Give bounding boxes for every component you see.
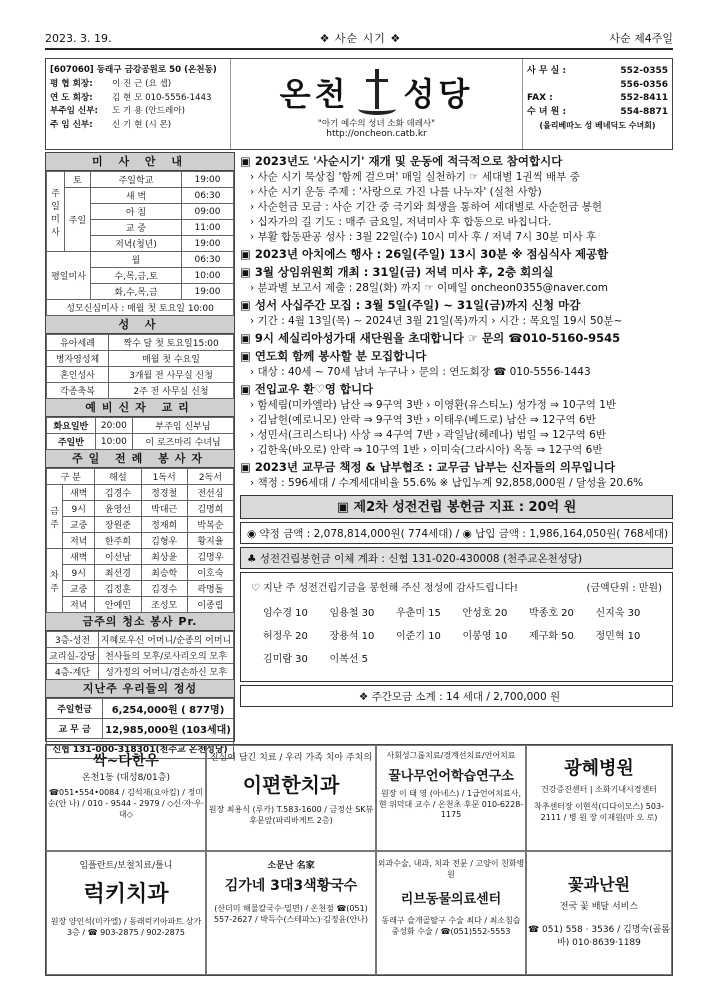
sacrament-table: 유아세례 짝수 달 첫 토요일15:00 병자영성체 매월 첫 수요일 혼인성사 3개월 전 사무실 신청 각종축복 2주 전 사무실 신청	[46, 334, 234, 399]
left-column	[45, 152, 235, 755]
cross-icon	[358, 69, 396, 115]
mass-title: 미 사 안 내	[46, 153, 234, 171]
parish-address: [607060] 동래구 금강공원로 50 (온천동)	[50, 65, 217, 75]
notice-item: ▣ 2023년 아치에스 행사 : 26일(주일) 13시 30분 ※ 점심식사 제공함	[240, 247, 609, 261]
ad-block: 외과수술, 내과, 치과 전문 / 고양이 친화병원 리브동물의료센터 동래구 슬개골탈구 수술 최다 / 최소침습 중성화 수술 / ☎(051)552-5553	[376, 851, 526, 975]
season-label: ❖ 사순 시기 ❖	[319, 32, 402, 45]
ad-block: 광혜병원 건강증진센터 | 소화기내시경센터 착추센터장 이현석(디다이모스) 503-2111 / 병 원 장 이재원(마 오 로)	[526, 745, 672, 851]
pledge-bar: ◉ 약정 금액 : 2,078,814,000원( 774세대) / ◉ 납입 금액 : 1,986,164,050원( 768세대)	[240, 522, 673, 544]
catechism-title: 예비신자 교리	[46, 399, 234, 417]
weekly-subtotal: ❖ 주간모금 소계 : 14 세대 / 2,700,000 원	[240, 685, 673, 707]
officer-row: 부주임 신부: 도 기 용 (안드레아)	[50, 106, 186, 117]
cleaning-table: 3층-성전 지혜로우신 어머니/순종의 어머니 교리실-강당 천사들의 모후/로사리오의 모후 4층-계단 성가정의 어머니/겸손하신 모후	[46, 631, 234, 680]
notice-item: ▣ 전입교우 환♡영 합니다 › 함세림(미카엘라) 남산 ⇒ 9구역 3반 › 이영환(유스티노) 성가정 ⇒ 10구역 1반 › 김남헌(예로니모) 안락 ⇒ 9구역 3반 › 이태우(베드로) 남산 ⇒ 12구역 6반 › 성민서(크리스티나) 사상 ⇒ 4구역 7반 › 곽일남(헤레나) 범일 ⇒ 12구역 6반 › 김한욱(바오로) 안락 ⇒ 10구역 1반 › 이미숙(그라시아) 옥동 ⇒ 12구역 6반	[240, 382, 617, 456]
servers-table: 구 분 해설 1독서 2독서 금주 새벽 김경수 정경철 전선심 9시 윤영선 박대근 김명희 교중 장원준 정재희 박복순 저녁 한주희 김형우 황지율 차주 새벽 이선남 최상윤 김명우 9시 최선경 최승학 이호숙 교중 김정훈 김경수 곽명돌 저녁 안예민 조성모 이종립	[46, 468, 234, 613]
offering-title: 지난주 우리들의 정성	[46, 680, 234, 698]
mass-table: 주일미사 토 주일학교 19:00 주일 새 벽 06:30 아 침 09:00 교 중 11:00 저녁(청년) 19:00 평일미사 월 06:30 수,목,금,토 10:00 화,수,목,금 19:00 성모신심미사 : 매월 첫 토요일 10:00	[46, 171, 234, 316]
website-link[interactable]: http://oncheon.catb.kr	[326, 129, 427, 139]
notice-item: ▣ 성서 사십주간 모집 : 3월 5일(주일) ~ 31일(금)까지 신청 마감 › 기간 : 4월 13일(목) ~ 2024년 3월 21일(목)까지 › 시간 : 목요일 19시 50분~	[240, 298, 623, 327]
notices-column	[240, 152, 673, 742]
officers-box	[46, 59, 231, 149]
masthead	[45, 58, 673, 150]
contacts-box: 사 무 실 : 552-0355 556-0356 FAX : 552-8411 수 녀 원 : 554-8871 (올리베따노 성 베네딕도 수녀회)	[522, 59, 672, 149]
officer-row: 연 도 회장: 김 현 모 010-5556-1443	[50, 92, 212, 103]
ad-block: 꽃과난원 전국 꽃 배달 서비스 ☎ 051) 558 · 3536 / 김명숙(골롬바) 010·8639·1189	[526, 851, 672, 975]
slogan: "아기 예수의 성녀 소화 데레사"	[317, 119, 436, 129]
sacrament-title: 성 사	[46, 316, 234, 334]
parish-logo: 온천 성당	[231, 69, 522, 115]
ad-block: 진심이 담긴 치료 / 우리 가족 치아 주치의 이편한치과 원장 최용식 (루카) T.583-1600 / 금정산 SK뷰 후문앞(파리바게트 2층)	[206, 745, 376, 851]
notice-item: ▣ 9시 세실리아성가대 새단원을 초대합니다 ☞ 문의 ☎010-5160-9545	[240, 331, 621, 345]
ad-block: 싹~다한우 온천1동 (대성8/01층) ☎051•554•0084 / 김석재(요아킴) / 정미순(안 나) / 010 - 9544 - 2979 / ◇신·자·우·대◇	[46, 745, 206, 851]
cleaning-title: 금주의 청소 봉사 Pr.	[46, 613, 234, 631]
notice-item: ▣ 2023년도 '사순시기' 재개 및 운동에 적극적으로 참여합시다 › 사순 시기 묵상집 '함께 걸으며' 매일 실천하기 ☞ 세대별 1권씩 배부 중 › 사순 시기 운동 주제 : '사랑으로 가진 나를 나누자' (실천 사항) › 사순헌금 모금 : 사순 기간 중 극기와 희생을 통하여 세대별로 사순헌금 봉헌 › 십자가의 길 기도 : 매주 금요일, 저녁미사 후 합동으로 바칩니다. › 부활 합동판공 성사 : 3월 22일(수) 10시 미사 후 / 저녁 7시 30분 미사 후	[240, 154, 603, 243]
notice-item: ▣ 3월 상임위원회 개최 : 31일(금) 저녁 미사 후, 2층 회의실 › 분과별 보고서 제출 : 28일(화) 까지 ☞ 이메일 oncheon0355@naver.com	[240, 265, 609, 294]
building-fund-title: ▣ 제2차 성전건립 봉헌금 지표 : 20억 원	[240, 495, 673, 519]
officer-row: 평 협 회장: 이 진 근 (요 셉)	[50, 78, 172, 89]
offering-table: 주일헌금 6,254,000원 ( 877명) 교 무 금 12,985,000원 (103세대) 신협 131-000-318301(천주교 온천성당)	[46, 698, 234, 759]
servers-title: 주일 전례 봉사자	[46, 450, 234, 468]
header-bar	[45, 28, 673, 50]
ad-block: 사회성그룹치료/경계선치료/언어치료 꿀나무언어학습연구소 원장 이 태 영 (아네스) / 1급언어치료사, 현 위덕대 교수 / 온천초 후문 010-6228-1175	[376, 745, 526, 851]
sunday-label: 사순 제4주일	[609, 32, 673, 45]
issue-date: 2023. 3. 19.	[45, 31, 112, 45]
ad-block: 임플란트/보철치료/틀니 럭키치과 원장 양인석(미카엘) / 동래럭키아파트 상가 3층 / ☎ 903-2875 / 902-2875	[46, 851, 206, 975]
officer-row: 주 임 신부: 신 기 현 (시 몬)	[50, 120, 172, 131]
donor-list: ♡ 지난 주 성전건립기금을 봉헌해 주신 정성에 감사드립니다! (금액단위 : 만원) 임수경 10 임용철 30 우춘미 15 안성호 20 박종호 20 신지욱 30 허정우 20 장용석 10 이준기 10 이봉영 10 제구화 50 정민혁 10 김미람 30 이복선 5	[240, 572, 673, 682]
ad-block: 소문난 名家 김가네 3대3색황국수 (산더미 해물칼국수·밀면) / 온천점 ☎(051) 557-2627 / 박득수(스테파노)·김정윤(안나)	[206, 851, 376, 975]
notice-item: ▣ 연도회 함께 봉사할 분 모집합니다 › 대상 : 40세 ~ 70세 남녀 누구나 › 문의 : 연도회장 ☎ 010-5556-1443	[240, 349, 591, 378]
catechism-table: 화요일반 20:00 부주임 신부님 주일반 10:00 이 로즈마리 수녀님	[46, 417, 234, 450]
notice-item: ▣ 2023년 교무금 책정 & 납부협조 : 교무금 납부는 신자들의 의무입니다 › 책정 : 596세대 / 수계세대비율 55.6% ※ 납입누계 92,858,000원 / 달성율 20.6%	[240, 460, 644, 489]
account-bar: ♣ 성전건립봉헌금 이체 계좌 : 신협 131-020-430008 (천주교온천성당)	[240, 547, 673, 569]
parish-title-block	[231, 59, 522, 149]
ad-section	[45, 744, 673, 976]
